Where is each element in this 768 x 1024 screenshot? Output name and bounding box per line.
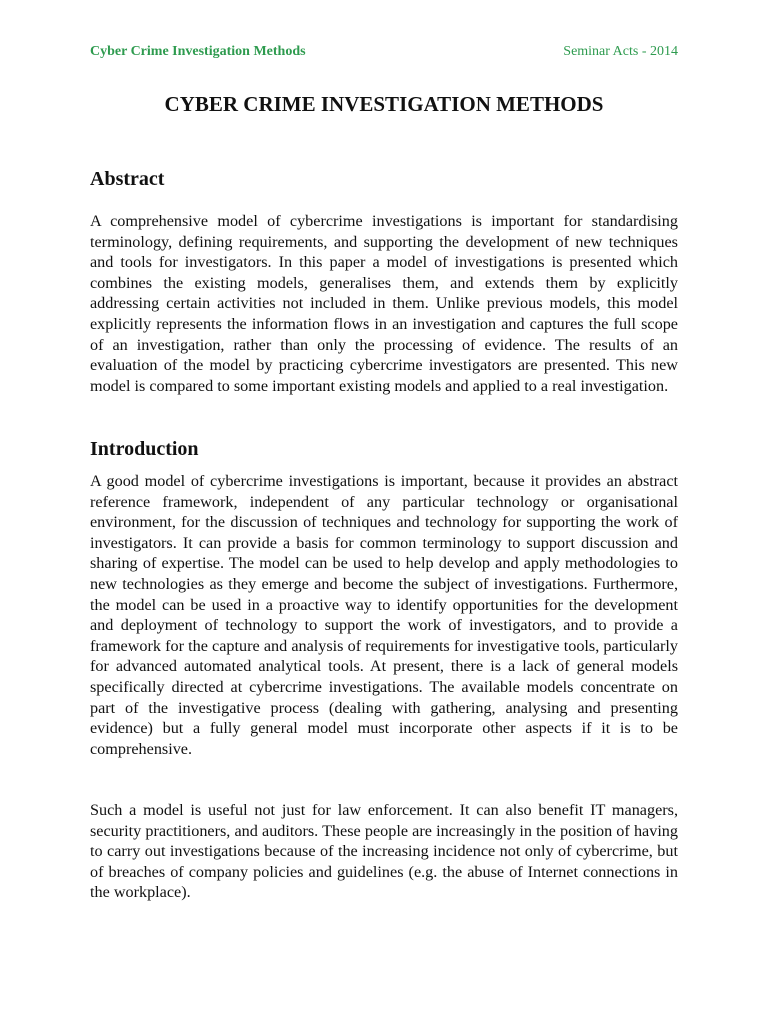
header-document-title: Cyber Crime Investigation Methods bbox=[90, 44, 306, 59]
header-publication: Seminar Acts - 2014 bbox=[563, 44, 678, 59]
running-header bbox=[90, 44, 678, 64]
abstract-heading: Abstract bbox=[90, 168, 165, 190]
introduction-paragraph-1: A good model of cybercrime investigations is important, because it provides an abstract reference framework, independent of any particular technology or organisational environment, for the discussion of techniques and technology for supporting the work of investigators. It can provide a basis for common terminology to support discussion and sharing of expertise. The model can be used to help develop and apply methodologies to new technologies as they emerge and become the subject of investigations. Furthermore, the model can be used in a proactive way to identify opportunities for the development and deployment of technology to support the work of investigators, and to provide a framework for the capture and analysis of requirements for investigative tools, particularly for advanced automated analytical tools. At present, there is a lack of general models specifically directed at cybercrime investigations. The available models concentrate on part of the investigative process (dealing with gathering, analysing and presenting evidence) but a fully general model must incorporate other aspects if it is to be comprehensive. bbox=[90, 472, 678, 758]
introduction-heading: Introduction bbox=[90, 438, 199, 460]
introduction-paragraph-2: Such a model is useful not just for law enforcement. It can also benefit IT managers, security practitioners, and auditors. These people are increasingly in the position of having to carry out investigations because of the increasing incidence not only of cybercrime, but of breaches of company policies and guidelines (e.g. the abuse of Internet connections in the workplace). bbox=[90, 801, 678, 902]
page-title: CYBER CRIME INVESTIGATION METHODS bbox=[164, 92, 604, 116]
abstract-paragraph: A comprehensive model of cybercrime investigations is important for standardising terminology, defining requirements, and supporting the development of new techniques and tools for investigators. In this paper a model of investigations is presented which combines the existing models, generalises them, and extends them by explicitly addressing certain activities not included in them. Unlike previous models, this model explicitly represents the information flows in an investigation and captures the full scope of an investigation, rather than only the processing of evidence. The results of an evaluation of the model by practicing cybercrime investigators are presented. This new model is compared to some important existing models and applied to a real investigation. bbox=[90, 212, 678, 395]
